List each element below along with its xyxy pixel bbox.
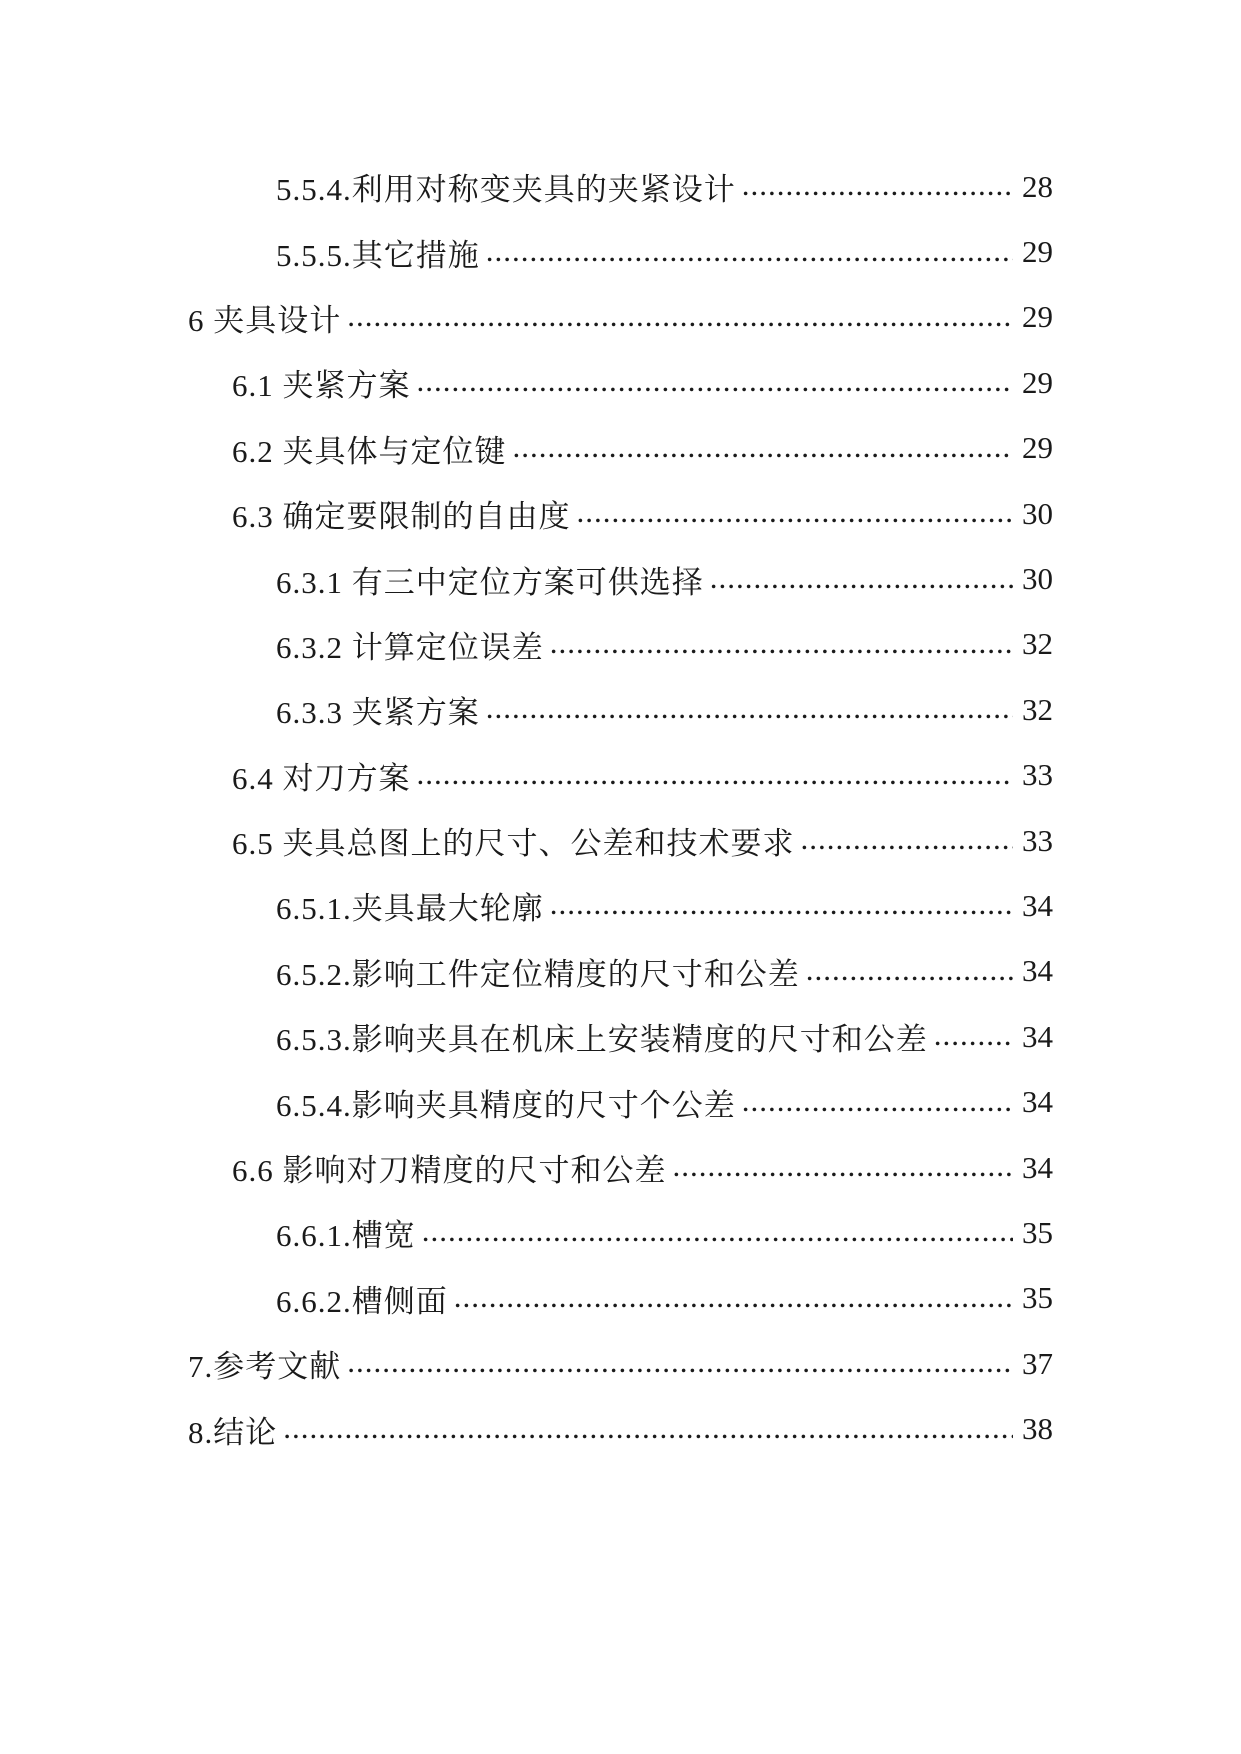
toc-entry-label: 6 夹具设计 bbox=[188, 302, 342, 338]
toc-entry-6-5-3[interactable] bbox=[0, 1004, 1241, 1069]
toc-entry-6-3-1[interactable] bbox=[0, 546, 1241, 611]
toc-entry-label: 5.5.4.利用对称变夹具的夹紧设计 bbox=[276, 172, 736, 208]
toc-dot-leader bbox=[577, 498, 1014, 529]
toc-dot-leader bbox=[742, 1087, 1013, 1118]
toc-page-number: 37 bbox=[1022, 1345, 1053, 1381]
toc-dot-leader bbox=[934, 1021, 1013, 1052]
toc-dot-leader bbox=[347, 302, 1013, 333]
toc-entry-label: 6.6.2.槽侧面 bbox=[276, 1283, 448, 1319]
toc-entry-6-5-2[interactable] bbox=[0, 939, 1241, 1004]
toc-entry-6-6-2[interactable] bbox=[0, 1266, 1241, 1331]
toc-entry-label: 6.5.1.夹具最大轮廓 bbox=[276, 891, 544, 927]
toc-page-number: 29 bbox=[1022, 364, 1053, 400]
toc-page-number: 32 bbox=[1022, 691, 1053, 727]
toc-dot-leader bbox=[550, 890, 1013, 921]
toc-entry-6-6-1[interactable] bbox=[0, 1200, 1241, 1265]
toc-entry-5-5-5[interactable] bbox=[0, 219, 1241, 284]
toc-entry-label: 6.4 对刀方案 bbox=[232, 760, 411, 796]
toc-entry-label: 7.参考文献 bbox=[188, 1349, 342, 1385]
toc-entry-6-3-2[interactable] bbox=[0, 612, 1241, 677]
toc-page-number: 35 bbox=[1022, 1214, 1053, 1250]
toc-page-number: 33 bbox=[1022, 822, 1053, 858]
toc-dot-leader bbox=[806, 956, 1013, 987]
toc-page-number: 29 bbox=[1022, 234, 1053, 270]
toc-entry-label: 6.5.4.影响夹具精度的尺寸个公差 bbox=[276, 1087, 736, 1123]
toc-entry-label: 6.6 影响对刀精度的尺寸和公差 bbox=[232, 1153, 667, 1189]
toc-entry-label: 6.3 确定要限制的自由度 bbox=[232, 499, 571, 535]
toc-page-number: 29 bbox=[1022, 430, 1053, 466]
toc-dot-leader bbox=[673, 1152, 1014, 1183]
toc-entry-label: 6.5.3.影响夹具在机床上安装精度的尺寸和公差 bbox=[276, 1022, 928, 1058]
toc-page-number: 35 bbox=[1022, 1280, 1053, 1316]
toc-entry-label: 6.1 夹紧方案 bbox=[232, 368, 411, 404]
toc-page-number: 34 bbox=[1022, 953, 1053, 989]
toc-dot-leader bbox=[283, 1414, 1013, 1445]
toc-entry-label: 6.3.3 夹紧方案 bbox=[276, 695, 480, 731]
toc-page-number: 30 bbox=[1022, 561, 1053, 597]
table-of-contents bbox=[0, 154, 1241, 1462]
toc-dot-leader bbox=[422, 1217, 1013, 1248]
toc-dot-leader bbox=[742, 171, 1013, 202]
toc-entry-label: 6.2 夹具体与定位键 bbox=[232, 433, 507, 469]
toc-entry-7[interactable] bbox=[0, 1331, 1241, 1396]
toc-entry-8[interactable] bbox=[0, 1396, 1241, 1461]
toc-page-number: 30 bbox=[1022, 495, 1053, 531]
toc-entry-6[interactable] bbox=[0, 285, 1241, 350]
toc-entry-6-1[interactable] bbox=[0, 350, 1241, 415]
toc-entry-6-6[interactable] bbox=[0, 1135, 1241, 1200]
toc-entry-label: 6.5.2.影响工件定位精度的尺寸和公差 bbox=[276, 956, 800, 992]
toc-entry-6-2[interactable] bbox=[0, 416, 1241, 481]
toc-page-number: 34 bbox=[1022, 1149, 1053, 1185]
toc-page-number: 34 bbox=[1022, 1084, 1053, 1120]
toc-entry-6-4[interactable] bbox=[0, 743, 1241, 808]
toc-page-number: 29 bbox=[1022, 299, 1053, 335]
toc-dot-leader bbox=[347, 1348, 1013, 1379]
toc-page-number: 33 bbox=[1022, 757, 1053, 793]
toc-dot-leader bbox=[454, 1283, 1013, 1314]
toc-entry-6-3[interactable] bbox=[0, 481, 1241, 546]
toc-entry-label: 6.5 夹具总图上的尺寸、公差和技术要求 bbox=[232, 826, 795, 862]
toc-dot-leader bbox=[417, 760, 1014, 791]
toc-dot-leader bbox=[710, 564, 1013, 595]
toc-entry-6-5-4[interactable] bbox=[0, 1069, 1241, 1134]
toc-dot-leader bbox=[486, 694, 1013, 725]
toc-dot-leader bbox=[417, 367, 1014, 398]
toc-entry-6-3-3[interactable] bbox=[0, 677, 1241, 742]
toc-page-number: 34 bbox=[1022, 1018, 1053, 1054]
toc-entry-label: 5.5.5.其它措施 bbox=[276, 237, 480, 273]
toc-entry-label: 6.3.1 有三中定位方案可供选择 bbox=[276, 564, 704, 600]
toc-dot-leader bbox=[486, 237, 1013, 268]
toc-entry-label: 6.6.1.槽宽 bbox=[276, 1218, 416, 1254]
toc-page-number: 28 bbox=[1022, 168, 1053, 204]
toc-entry-6-5[interactable] bbox=[0, 808, 1241, 873]
toc-entry-5-5-4[interactable] bbox=[0, 154, 1241, 219]
toc-page-number: 34 bbox=[1022, 887, 1053, 923]
toc-dot-leader bbox=[513, 433, 1014, 464]
toc-dot-leader bbox=[550, 629, 1013, 660]
toc-page-number: 32 bbox=[1022, 626, 1053, 662]
toc-page-number: 38 bbox=[1022, 1411, 1053, 1447]
toc-entry-label: 8.结论 bbox=[188, 1414, 278, 1450]
toc-entry-label: 6.3.2 计算定位误差 bbox=[276, 629, 544, 665]
toc-dot-leader bbox=[801, 825, 1014, 856]
toc-entry-6-5-1[interactable] bbox=[0, 873, 1241, 938]
